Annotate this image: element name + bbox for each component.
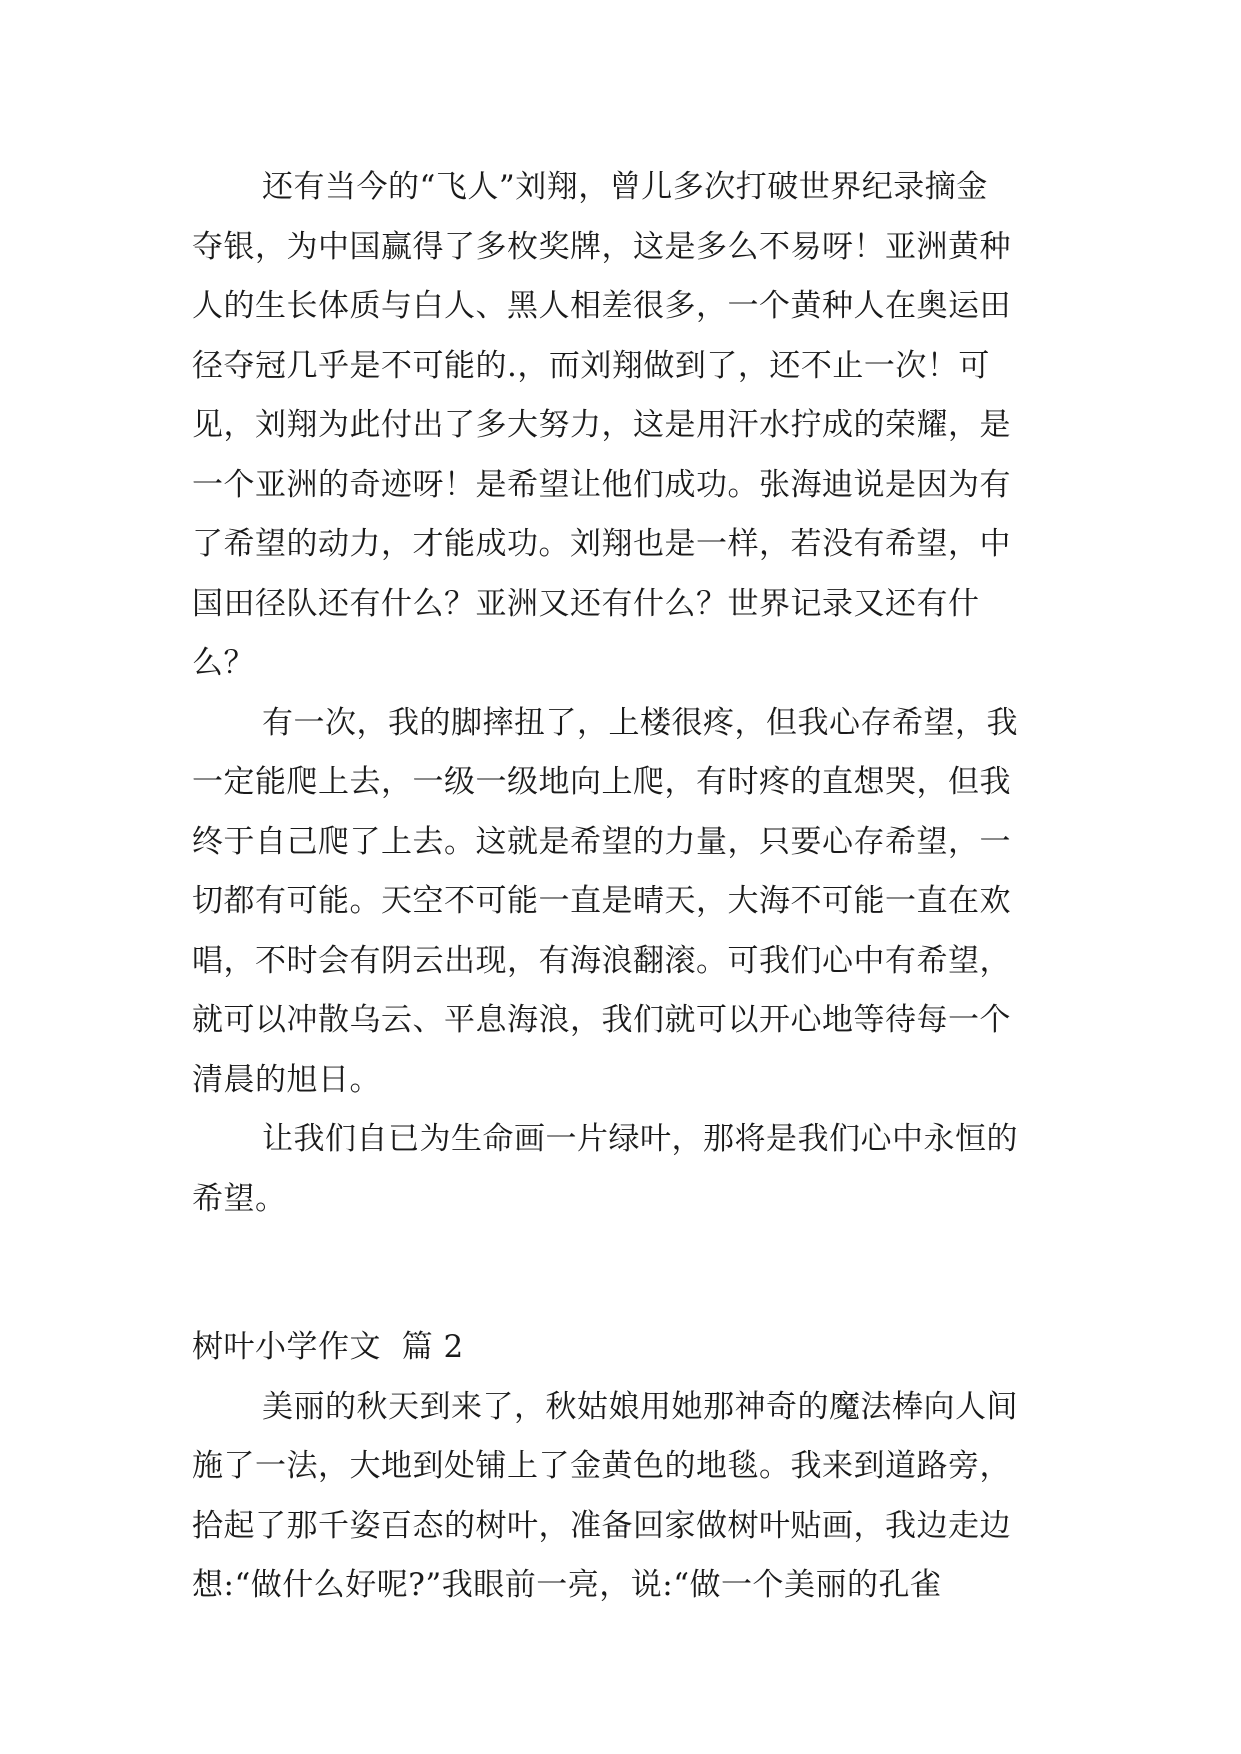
paragraph-1 [192,158,1072,694]
paragraph-line: 希望。 [192,1180,287,1217]
paragraph-line: 国田径队还有什么？亚洲又还有什么？世界记录又还有什 [192,585,980,622]
document-body [192,158,1072,1616]
paragraph-line: 美丽的秋天到来了，秋姑娘用她那神奇的魔法棒向人间 [262,1388,1018,1425]
paragraph-line: 一个亚洲的奇迹呀！是希望让他们成功。张海迪说是因为有 [192,466,1011,503]
paragraph-line: 让我们自已为生命画一片绿叶，那将是我们心中永恒的 [262,1121,1018,1157]
paragraph-line: 清晨的旭日。 [192,1061,381,1098]
paragraph-line: 夺银，为中国赢得了多枚奖牌，这是多么不易呀！亚洲黄种 [192,228,1011,265]
paragraph-line: 终于自己爬了上去。这就是希望的力量，只要心存希望，一 [192,823,1011,860]
paragraph-line: 人的生长体质与白人、黑人相差很多，一个黄种人在奥运田 [192,288,1011,324]
paragraph-line: 还有当今的“飞人”刘翔，曾儿多次打破世界纪录摘金 [262,169,988,205]
paragraph-4 [192,1378,1072,1616]
paragraph-line: 就可以冲散乌云、平息海浪，我们就可以开心地等待每一个 [192,1002,1011,1038]
paragraph-line: 拾起了那千姿百态的树叶，准备回家做树叶贴画，我边走边 [192,1507,1011,1544]
paragraph-line: 了希望的动力，才能成功。刘翔也是一样，若没有希望，中 [192,526,1011,562]
paragraph-line: 见，刘翔为此付出了多大努力，这是用汗水拧成的荣耀，是 [192,407,1011,443]
paragraph-line: 有一次，我的脚摔扭了，上楼很疼，但我心存希望，我 [262,704,1018,741]
paragraph-line: 径夺冠几乎是不可能的.，而刘翔做到了，还不止一次！可 [192,347,990,384]
paragraph-line: 一定能爬上去，一级一级地向上爬，有时疼的直想哭，但我 [192,764,1011,800]
paragraph-2 [192,694,1072,1111]
paragraph-line: 施了一法，大地到处铺上了金黄色的地毯。我来到道路旁， [192,1448,1011,1484]
paragraph-line: 唱，不时会有阴云出现，有海浪翻滚。可我们心中有希望， [192,942,1011,979]
paragraph-line: 想:“做什么好呢?”我眼前一亮，说:“做一个美丽的孔雀 [192,1567,942,1603]
paragraph-line: 么？ [192,645,255,681]
section-heading: 树叶小学作文 篇 2 [192,1329,464,1365]
paragraph-line: 切都有可能。天空不可能一直是晴天，大海不可能一直在欢 [192,883,1011,919]
paragraph-3 [192,1110,1072,1229]
section-spacer [192,1229,1072,1318]
